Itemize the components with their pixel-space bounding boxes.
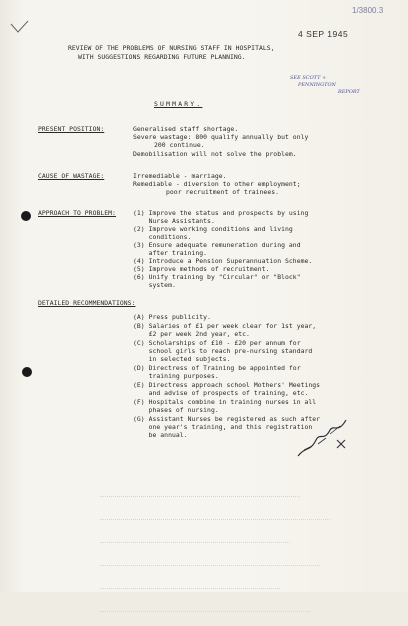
section-line: (3) Ensure adequate remuneration during and — [133, 241, 301, 249]
section-line: training purposes. — [133, 372, 219, 380]
handwritten-note-line-1: SEE SCOTT + — [290, 75, 327, 81]
punch-hole-upper — [21, 211, 31, 221]
heading-line-1: REVIEW OF THE PROBLEMS OF NURSING STAFF IN HOSPITALS, — [68, 44, 275, 52]
summary-title: SUMMARY. — [154, 100, 203, 108]
section-line: Demobilisation will not solve the problem. — [133, 150, 297, 158]
section-line: (5) Improve methods of recruitment. — [133, 265, 270, 273]
section-label-cause-of-wastage: CAUSE OF WASTAGE: — [38, 172, 105, 180]
section-line: and advise of prospects of training, etc. — [133, 389, 309, 397]
handwritten-note-line-3: REPORT — [338, 89, 360, 95]
section-line: one year's training, and this registration — [133, 423, 313, 431]
section-line: (G) Assistant Nurses be registered as such after — [133, 415, 321, 423]
handwritten-note-line-2: PENNINGTON — [298, 82, 336, 88]
section-line: conditions. — [133, 233, 192, 241]
reference-number: 1/3800.3 — [352, 6, 384, 15]
punch-hole-lower — [22, 367, 32, 377]
heading-line-2: WITH SUGGESTIONS REGARDING FUTURE PLANNING. — [78, 53, 246, 61]
section-label-detailed-recommendations: DETAILED RECOMMENDATIONS: — [38, 299, 136, 307]
section-line: 200 continue. — [154, 141, 205, 149]
section-line: (E) Directress approach school Mothers' Meetings — [133, 381, 321, 389]
section-line: be annual. — [133, 431, 188, 439]
section-line: Severe wastage: 800 qualify annually but only — [133, 133, 309, 141]
section-line: after training. — [133, 249, 208, 257]
section-line: Irremediable - marriage. — [133, 172, 227, 180]
section-line: Generalised staff shortage. — [133, 125, 239, 133]
section-line: (D) Directress of Training be appointed for — [133, 364, 301, 372]
section-line: (A) Press publicity. — [133, 313, 211, 321]
section-label-approach-to-problem: APPROACH TO PROBLEM: — [38, 209, 116, 217]
section-line: (B) Salaries of £1 per week clear for 1st year, — [133, 322, 317, 330]
section-line: in selected subjects. — [133, 355, 231, 363]
section-line: (4) Introduce a Pension Superannuation Scheme. — [133, 257, 313, 265]
section-line: £2 per week 2nd year, etc. — [133, 330, 250, 338]
section-line: Remediable - diversion to other employment; — [133, 180, 301, 188]
section-line: school girls to reach pre-nursing standard — [133, 347, 313, 355]
section-line: phases of nursing. — [133, 406, 219, 414]
section-line: (F) Hospitals combine in training nurses in all — [133, 398, 317, 406]
section-line: poor recruitment of trainees. — [166, 188, 280, 196]
section-line: (C) Scholarships of £10 - £20 per annum for — [133, 339, 301, 347]
x-mark-icon — [335, 438, 347, 450]
section-line: (2) Improve working conditions and living — [133, 225, 293, 233]
section-line: (1) Improve the status and prospects by using — [133, 209, 309, 217]
check-mark-icon — [8, 18, 32, 42]
section-line: system. — [133, 281, 176, 289]
section-label-present-position: PRESENT POSITION: — [38, 125, 105, 133]
date-stamp: 4 SEP 1945 — [298, 29, 349, 39]
section-line: Nurse Assistants. — [133, 217, 215, 225]
section-line: (6) Unify training by "Circular" or "Block" — [133, 273, 301, 281]
show-through-texture — [100, 478, 340, 578]
